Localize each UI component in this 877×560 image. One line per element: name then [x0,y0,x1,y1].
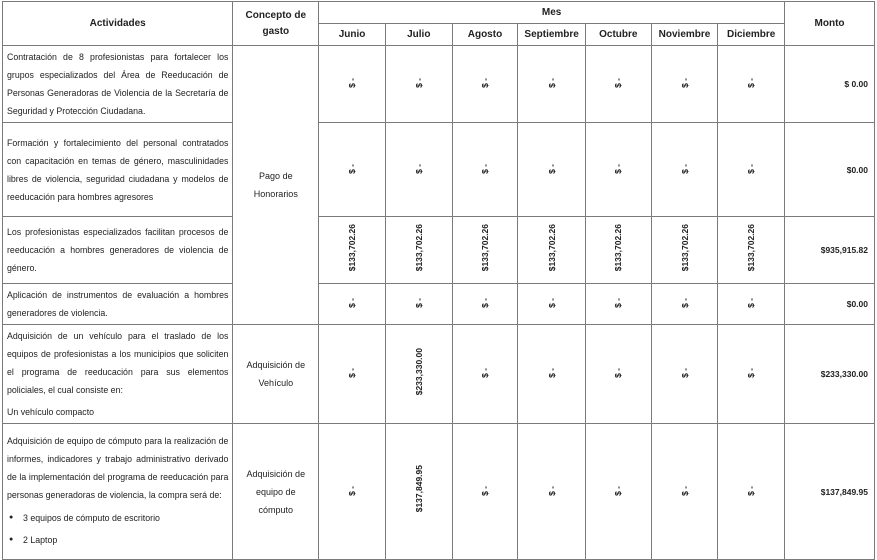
month-value: $133,702.26 [479,223,490,272]
activity-cell [3,284,233,325]
month-value: $ - [347,485,358,496]
month-value: $ - [679,78,690,88]
month-value: $ - [347,298,358,308]
month-value: $ - [746,78,757,88]
month-value: $ - [746,298,757,308]
header-month-julio: Julio [385,24,452,46]
activity-text: Aplicación de instrumentos de evaluación a hombres generadores de violencia. [7,290,229,318]
month-value: $ - [546,78,557,88]
activity-cell [3,424,233,560]
header-month-diciembre: Diciembre [718,24,785,46]
activity-text: Los profesionistas especializados facilitan procesos de reeducación a hombres generadores de violencia de género. [7,227,229,273]
header-concepto: Concepto de gasto [233,2,319,46]
activity-cell [3,46,233,123]
month-value: $ - [679,163,690,174]
activity-cell [3,217,233,284]
month-value: $ - [347,163,358,174]
month-value: $133,702.26 [347,223,358,272]
monto-value: $233,330.00 [785,325,875,424]
header-mes: Mes [319,2,785,24]
header-month-junio: Junio [319,24,386,46]
concept-honorarios: Pago de Honorarios [233,46,319,325]
activity-text: Adquisición de equipo de cómputo para la realización de informes, indicadores y trabajo administrativo derivado de la implementación del programa de reeducación para personas generadoras de violencia, la compra será de: [7,436,229,500]
bullet-list [7,507,228,551]
month-value: $ - [479,368,490,378]
table-row [3,46,875,123]
header-month-octubre: Octubre [585,24,651,46]
list-item: ● 3 equipos de cómputo de escritorio [23,507,228,529]
activity-cell [3,123,233,217]
activity-text: Adquisición de un vehículo para el traslado de los equipos de profesionistas a los municipios que soliciten el programa de reeducación para sus elementos policiales, el cual consiste en: [7,331,229,395]
month-value: $ - [679,485,690,496]
month-value: $ - [613,368,624,378]
month-value: $133,702.26 [746,223,757,272]
month-value: $133,702.26 [613,223,624,272]
header-month-noviembre: Noviembre [651,24,718,46]
table-row [3,325,875,424]
header-month-agosto: Agosto [452,24,518,46]
activity-text: Formación y fortalecimiento del personal contratados con capacitación en temas de género, masculinidades libres de violencia, seguridad ciudadana y modelos de reeducación para hombres agresores [7,137,229,202]
monto-value: $0.00 [785,123,875,217]
header-actividades: Actividades [3,2,233,46]
month-value: $ - [546,485,557,496]
list-item: ● 2 Laptop [23,529,228,551]
table-row [3,424,875,560]
month-value: $ - [613,163,624,174]
month-value: $ - [613,78,624,88]
concept-computo: Adquisición de equipo de cómputo [233,424,319,560]
monto-value: $ 0.00 [785,46,875,123]
month-value: $ - [546,163,557,174]
month-value: $ - [679,368,690,378]
month-value: $ - [546,298,557,308]
activity-cell [3,325,233,424]
month-value: $133,702.26 [546,223,557,272]
month-value: $137,849.95 [413,465,424,513]
month-value: $ - [413,78,424,88]
month-value: $ - [347,368,358,378]
table-row [3,217,875,284]
month-value: $ - [546,368,557,378]
month-value: $ - [479,485,490,496]
activity-extra: Un vehículo compacto [7,407,95,417]
table-row [3,284,875,325]
budget-table [2,1,875,560]
header-month-septiembre: Septiembre [518,24,586,46]
month-value: $ - [613,485,624,496]
month-value: $ - [413,163,424,174]
month-value: $ - [347,78,358,88]
month-value: $ - [679,298,690,308]
month-value: $ - [746,368,757,378]
month-value: $133,702.26 [679,223,690,272]
month-value: $233,330.00 [413,347,424,396]
month-value: $ - [479,163,490,174]
table-row [3,123,875,217]
month-value: $ - [613,298,624,308]
month-value: $ - [479,78,490,88]
header-monto: Monto [785,2,875,46]
monto-value: $0.00 [785,284,875,325]
activity-text: Contratación de 8 profesionistas para fortalecer los grupos especializados del Área de Reeducación de Personas Generadoras de Violencia de la Secretaría de Seguridad y Protección Ciudadana. [7,52,229,116]
month-value: $ - [413,298,424,308]
month-value: $ - [746,485,757,496]
monto-value: $137,849.95 [785,424,875,560]
month-value: $ - [479,298,490,308]
month-value: $ - [746,163,757,174]
month-value: $133,702.26 [413,223,424,272]
monto-value: $935,915.82 [785,217,875,284]
concept-vehiculo: Adquisición de Vehículo [233,325,319,424]
